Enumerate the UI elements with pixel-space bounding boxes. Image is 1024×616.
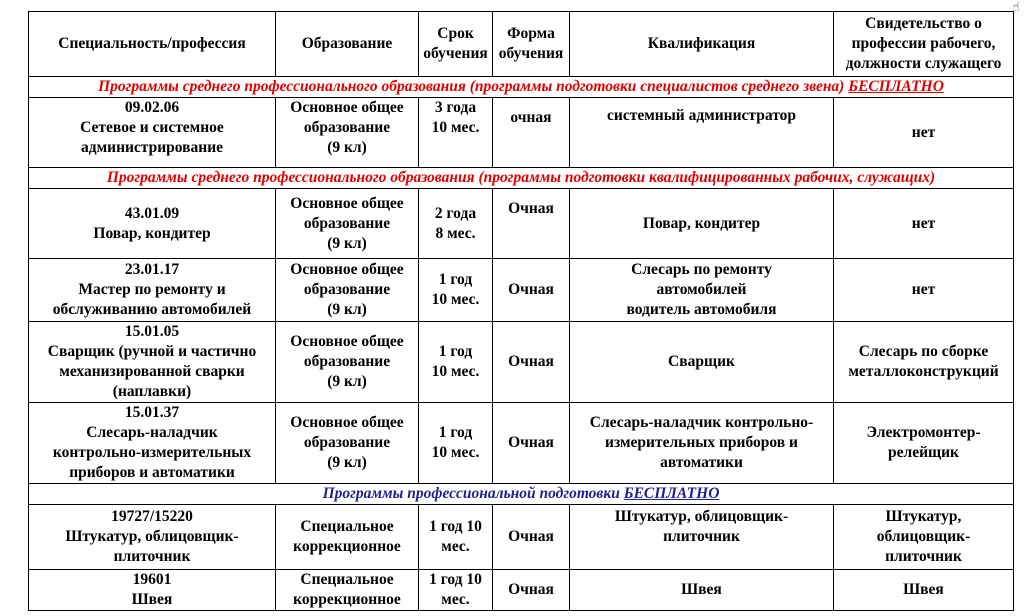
education-cell: Специальное коррекционное: [276, 570, 419, 611]
duration-cell: 1 год 10 мес.: [419, 322, 493, 403]
specialty-cell: 23.01.17 Мастер по ремонту и обслуживанию автомобилей: [29, 259, 276, 322]
table-row: [29, 259, 1014, 322]
education-cell: Основное общее образование (9 кл): [276, 322, 419, 403]
section-row-professional-training: [29, 484, 1014, 505]
certificate-cell: нет: [834, 259, 1014, 322]
table-row: [29, 98, 1014, 168]
qualification-cell: Штукатур, облицовщик- плиточник: [570, 505, 834, 570]
section-row-spo-workers: [29, 168, 1014, 189]
section-title-text: Программы среднего профессионального образования (программы подготовки специалистов среднего звена): [98, 78, 845, 95]
specialty-cell: 19727/15220 Штукатур, облицовщик- плиточник: [29, 505, 276, 570]
qualification-cell: Сварщик: [570, 322, 834, 403]
table-row: [29, 505, 1014, 570]
header-row: [29, 12, 1014, 77]
certificate-cell: Штукатур, облицовщик- плиточник: [834, 505, 1014, 570]
education-cell: Основное общее образование (9 кл): [276, 259, 419, 322]
table-row: [29, 189, 1014, 259]
form-cell: Очная: [493, 189, 570, 259]
certificate-cell: Швея: [834, 570, 1014, 611]
header-qualification: Квалификация: [570, 12, 834, 77]
header-education: Образование: [276, 12, 419, 77]
form-cell: Очная: [493, 259, 570, 322]
form-cell: Очная: [493, 322, 570, 403]
programs-table: [28, 11, 1014, 611]
specialty-cell: 15.01.05 Сварщик (ручной и частично механизированной сварки (наплавки): [29, 322, 276, 403]
qualification-cell: Слесарь по ремонту автомобилей водитель автомобиля: [570, 259, 834, 322]
duration-cell: 1 год 10 мес.: [419, 570, 493, 611]
duration-cell: 1 год 10 мес.: [419, 505, 493, 570]
specialty-cell: 09.02.06 Сетевое и системное администрирование: [29, 98, 276, 168]
section-row-spo-specialists: [29, 77, 1014, 98]
table-row: [29, 322, 1014, 403]
specialty-cell: 19601 Швея: [29, 570, 276, 611]
specialty-cell: 15.01.37 Слесарь-наладчик контрольно-измерительных приборов и автоматики: [29, 403, 276, 484]
header-form: Форма обучения: [493, 12, 570, 77]
certificate-cell: Электромонтер- релейщик: [834, 403, 1014, 484]
form-cell: Очная: [493, 403, 570, 484]
section-title-text: Программы профессиональной подготовки: [322, 485, 620, 502]
duration-cell: 3 года 10 мес.: [419, 98, 493, 168]
certificate-cell: нет: [834, 98, 1014, 168]
certificate-cell: нет: [834, 189, 1014, 259]
header-specialty: Специальность/профессия: [29, 12, 276, 77]
free-label: БЕСПЛАТНО: [848, 78, 944, 95]
certificate-cell: Слесарь по сборке металлоконструкций: [834, 322, 1014, 403]
free-label: БЕСПЛАТНО: [623, 485, 720, 502]
duration-cell: 1 год 10 мес.: [419, 403, 493, 484]
header-certificate: Свидетельство о профессии рабочего, должности служащего: [834, 12, 1014, 77]
education-cell: Специальное коррекционное: [276, 505, 419, 570]
table-row: [29, 570, 1014, 611]
header-duration: Срок обучения: [419, 12, 493, 77]
education-cell: Основное общее образование (9 кл): [276, 189, 419, 259]
section-title: Программы среднего профессионального образования (программы подготовки квалифицированных рабочих, служащих): [29, 168, 1014, 189]
hand-pointer-icon: ☝: [1012, 0, 1020, 15]
form-cell: очная: [493, 98, 570, 168]
specialty-cell: 43.01.09 Повар, кондитер: [29, 189, 276, 259]
section-title: [29, 484, 1014, 505]
qualification-cell: Повар, кондитер: [570, 189, 834, 259]
form-cell: Очная: [493, 570, 570, 611]
duration-cell: 1 год 10 мес.: [419, 259, 493, 322]
education-cell: Основное общее образование (9 кл): [276, 98, 419, 168]
duration-cell: 2 года 8 мес.: [419, 189, 493, 259]
table-row: [29, 403, 1014, 484]
qualification-cell: Швея: [570, 570, 834, 611]
qualification-cell: системный администратор: [570, 98, 834, 168]
form-cell: Очная: [493, 505, 570, 570]
section-title: [29, 77, 1014, 98]
qualification-cell: Слесарь-наладчик контрольно- измерительных приборов и автоматики: [570, 403, 834, 484]
education-cell: Основное общее образование (9 кл): [276, 403, 419, 484]
